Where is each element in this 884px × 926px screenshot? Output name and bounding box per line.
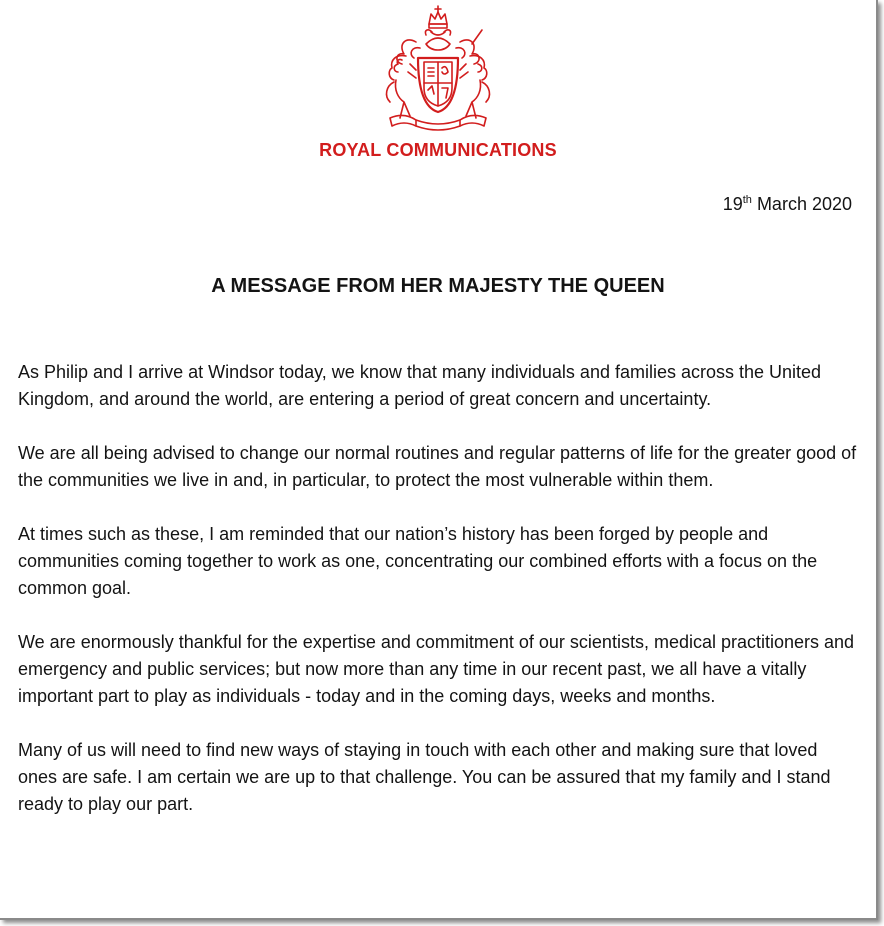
paragraph: We are all being advised to change our normal routines and regular patterns of life for the greater good of the communities we live in and, in particular, to protect the most vulnerable within them. [18,443,857,490]
letter-body [18,359,858,845]
paragraph: Many of us will need to find new ways of staying in touch with each other and making sure that loved ones are safe. I am certain we are up to that challenge. You can be assured that my family and I stand ready to play our part. [18,740,831,814]
date-ordinal: th [742,194,752,206]
department-name: ROYAL COMMUNICATIONS [319,140,557,160]
letter-date [723,194,852,215]
paragraph: We are enormously thankful for the expertise and commitment of our scientists, medical practitioners and emergency and public services; but now more than any time in our recent past, we all have a vitally important part to play as individuals - today and in the coming days, weeks and months. [18,632,855,706]
paragraph: As Philip and I arrive at Windsor today, we know that many individuals and families across the United Kingdom, and around the world, are entering a period of great concern and uncertainty. [18,362,822,409]
paragraph: At times such as these, I am reminded that our nation’s history has been forged by people and communities coming together to work as one, concentrating our combined efforts with a focus on the common goal. [18,524,818,598]
royal-coat-of-arms-icon [376,2,500,132]
date-day: 19 [722,194,743,214]
letter-heading: A MESSAGE FROM HER MAJESTY THE QUEEN [211,275,665,297]
date-month-year: March 2020 [751,194,852,214]
